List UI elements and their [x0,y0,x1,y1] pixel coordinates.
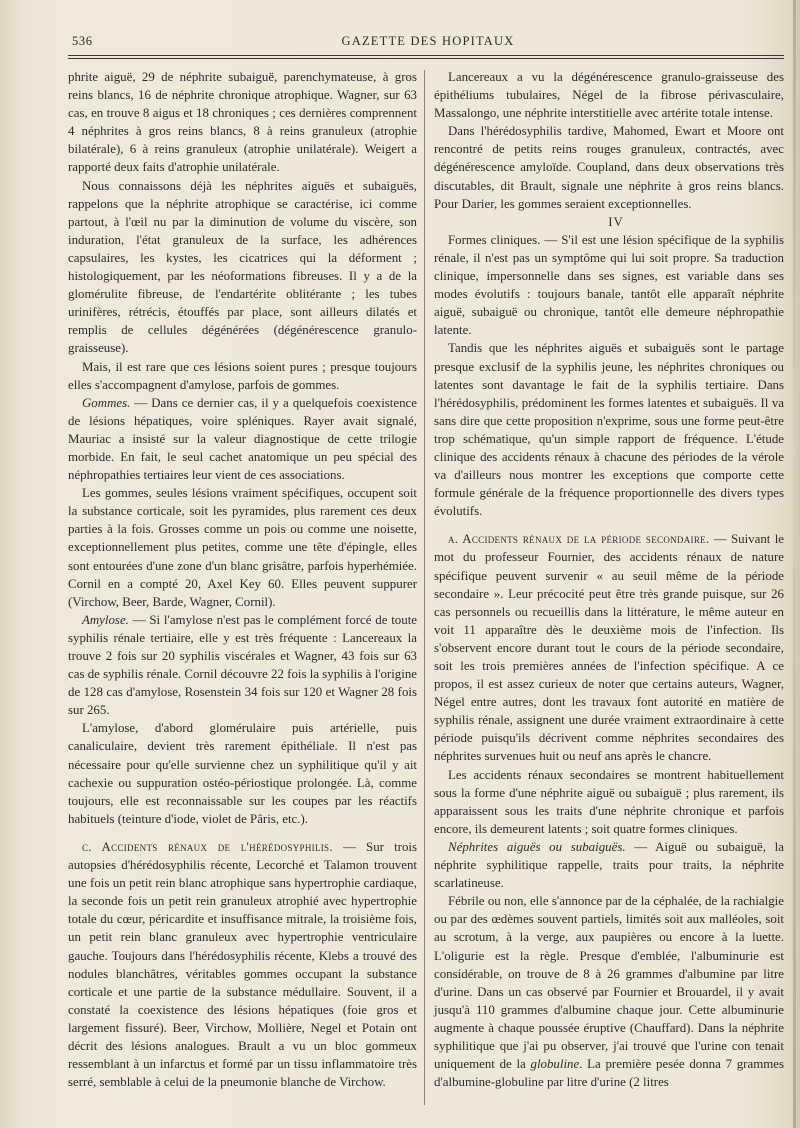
section-heading: c. Accidents rénaux de l'hérédosyphilis. [82,839,333,854]
page-number: 536 [72,34,93,48]
section-heading: a. Accidents rénaux de la période secondaire. [448,532,710,547]
paragraph: Les accidents rénaux secondaires se montrent habituellement sous la forme d'une néphrite aiguë ou subaiguë ; plus rarement, ils apparaissent sous les traits d'une néphrite chronique et parfois encore, ils demeurent latents ; soit quatre formes cliniques. [434,767,784,836]
paragraph-body: Fébrile ou non, elle s'annonce par de la céphalée, de la rachialgie ou par des œdèmes souvent partiels, limités soit aux malléoles, soit au scrotum, à la verge, aux paupières ou encore à la luette. L'oligurie est la règle. Presque d'emblée, l'albuminurie est considérable, on trouve de 8 à 26 grammes d'albumine par litre d'urine. Dans un cas observé par Fournier et Brouardel, il y avait jusqu'à 110 grammes d'albumine chaque jour. Cette albuminurie augmente à chaque poussée éruptive (Chauffard). Dans la néphrite syphilitique que j'ai pu observer, j'ai trouvé que l'urine con tenait uniquement de la [434,894,784,1072]
paragraph: Tandis que les néphrites aiguës et subaiguës sont le partage presque exclusif de la syphilis jeune, les néphrites chroniques ou latentes sont davantage le fait de la syphilis tertiaire. Dans l'hérédosyphilis, prédominent les formes latentes et subaiguës. Il va sans dire que cette proposition n'exprime, sous une forme peut-être trop schématique, qu'un simple rapport de fréquence. L'étude clinique des accidents rénaux à chacune des périodes de la vérole va d'ailleurs nous montrer les exceptions que comporte cette formule générale de la fréquence proportionnelle des divers types évolutifs. [434,341,784,519]
journal-title: GAZETTE DES HOPITAUX [341,34,515,48]
paragraph [434,838,784,892]
paragraph-body: . La première pesée donna 7 grammes d'albumine-globuline par litre d'urine (2 litres [434,1057,784,1090]
paragraph-body: — S'il est une lésion spécifique de la syphilis rénale, il n'est pas un symptôme qui lui soit propre. Sa traduction clinique, impersonnelle dans ses signes, est variable dans ses modes évolutifs : toujours banale, tantôt elle apparaît néphrite aiguë, subaiguë ou chronique, tantôt elle demeure néphropathie latente. [434,232,784,338]
scan-edge-shadow [793,0,796,1128]
paragraph: phrite aiguë, 29 de néphrite subaiguë, parenchymateuse, à gros reins blancs, 16 de néphrite chronique atrophique. Wagner, sur 63 cas, en trouve 8 aigus et 18 chroniques ; ces dernières comprennent 4 néphrites à gros reins blancs, 8 à reins granuleux (atrophie bilatérale), 6 à reins granuleux (atrophie unilatérale). Weigert a rapporté deux faits d'atrophie unilatérale. [68,70,417,175]
paragraph: Dans l'hérédosyphilis tardive, Mahomed, Ewart et Moore ont rencontré de petits reins rouges granuleux, contractés, avec dégénérescence amyloïde. Coupland, dans deux observations très discutables, dit Brault, signale une néphrite à gros reins blancs. Pour Darier, les gommes seraient exceptionnelles. [434,124,784,211]
paragraph [434,530,784,765]
paragraph [68,838,417,1091]
paragraph [68,611,417,720]
paragraph-body: — Si l'amylose n'est pas le complément forcé de toute syphilis rénale tertiaire, elle y est très fréquente : Lancereaux la trouve 2 fois sur 20 syphilis viscérales et Wagner, 43 fois sur 63 cas de syphilis rénale. Cornil découvre 22 fois la syphilis à l'origine de 128 cas d'amylose, Rosenstein 34 fois sur 120 et Wagner 28 fois sur 265. [68,612,417,718]
header-rule-thick [68,55,784,56]
paragraph-lead: Néphrites aiguës ou subaiguës. [448,839,626,854]
paragraph: Nous connaissons déjà les néphrites aiguës et subaiguës, rappelons que la néphrite atrophique se caractérise, ici comme partout, à l'œil nu par la diminution de volume du viscère, son induration, l'état granuleux de la surface, les adhérences capsulaires, les kystes, les cicatrices qui la déforment ; histologiquement, par les néoformations fibreuses. Il y a de la glomérulite fibreuse, de l'endartérite oblitérante ; les tubes urinifères, rétrécis, étouffés par place, sont ailleurs dilatés et remplis de cellules dégénérées (dégénérescence granulo-graisseuse). [68,178,417,356]
paragraph-lead: Amylose. [82,612,129,627]
paragraph [68,394,417,484]
paragraph-body: — Dans ce dernier cas, il y a quelquefois coexistence de lésions hépatiques, voire spléniques. Rayer avait signalé, Mauriac a insisté sur la valeur diagnostique de cette trilogie morbide. En fait, le seul cachet anatomique un peu spécial des néphropathies tertiaires leur vient de ces associations. [68,395,417,483]
paragraph-body: — Aiguë ou subaiguë, la néphrite syphilitique rappelle, traits pour traits, la néphrite scarlatineuse. [434,839,784,891]
section-heading: Formes cliniques. [448,232,541,247]
paragraph [434,892,784,1091]
paragraph-body: — Suivant le mot du professeur Fournier, des accidents rénaux de nature spécifique peuvent survenir « au seuil même de la période secondaire ». Leur précocité peut être très grande puisque, sur 26 cas personnels ou recueillis dans la littérature, le même auteur en voit 11 apparaître dès le deuxième mois de l'infection. Ils s'observent encore durant tout le cours de la période secondaire, soit les trois premières années de l'infection spécifique. A ce propos, il est assez curieux de noter que certains auteurs, Wagner, Négel entre autres, dont les travaux font autorité en matière de syphilis rénale, assignent une durée vraiment extraordinaire à cette période puisqu'ils décrivent comme néphrites secondaires des néphrites survenues huit ou neuf ans après le chancre. [434,532,784,764]
paragraph: Mais, il est rare que ces lésions soient pures ; presque toujours elles s'accompagnent d'amylose, parfois de gommes. [68,359,417,392]
right-column [434,68,784,1091]
paragraph-body: — Sur trois autopsies d'hérédosyphilis récente, Lecorché et Talamon trouvent une fois un petit rein blanc atrophique sans hypertrophie cardiaque, la seconde fois un petit rein granuleux atrophié avec hypertrophie totale du cœur, péricardite et insuffisance mitrale, la troisième fois, un petit rein blanc granuleux avec hypertrophie ventriculaire gauche. Toujours dans l'hérédosyphilis récente, Klebs a trouvé des nodules blanchâtres, véritables gommes occupant la substance corticale et une partie de la substance médullaire. Souvent, il a constaté la coexistence des lésions hépatiques (foie gros et largement fissuré). Beer, Virchow, Mollière, Negel et Potain ont décrit des lésions analogues. Brault a vu un bloc gommeux ressemblant à un infarctus et formé par un tissu inflammatoire très serré, semblable à celui de la pneumonie blanche de Virchow. [68,839,417,1090]
italic-term: globuline [530,1057,580,1072]
paragraph: Lancereaux a vu la dégénérescence granulo-graisseuse des épithéliums tubulaires, Négel de la fibrose périvasculaire, Massalongo, une néphrite interstitielle avec artérite totale intense. [434,70,784,121]
paragraph-lead: Gommes. [82,395,131,410]
section-numeral: IV [608,214,624,229]
column-divider [424,70,425,1105]
left-column [68,68,417,1091]
page-header [72,34,784,52]
paragraph: Les gommes, seules lésions vraiment spécifiques, occupent soit la substance corticale, soit les pyramides, plus rarement ces deux parties à la fois. Grosses comme un pois ou comme une noisette, exceptionnellement plus petites, comme une tête d'épingle, elles sont entourées d'une zone d'un blanc grisâtre, parfois hyperhémiée. Cornil en a compté 20, Axel Key 60. Elles peuvent suppurer (Virchow, Beer, Barde, Wagner, Cornil). [68,486,417,609]
paragraph [434,231,784,340]
paragraph: L'amylose, d'abord glomérulaire puis artérielle, puis canaliculaire, devient très rarement épithéliale. Il n'est pas nécessaire pour qu'elle survienne chez un syphilitique qu'il y ait cachexie ou suppuration ostéo-périostique prolongée. Là, comme toujours, elle est reconnaissable sur les coupes par les réactifs habituels (teinture d'iode, violet de Pâris, etc.). [68,721,417,826]
header-rule-thin [68,58,784,59]
